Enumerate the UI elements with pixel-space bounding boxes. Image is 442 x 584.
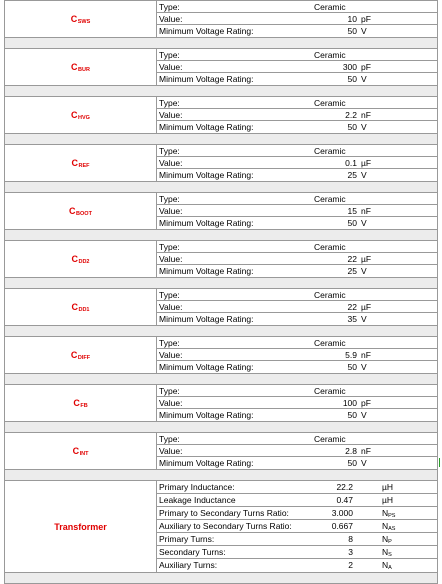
component-label (69, 206, 92, 217)
transformer-row[interactable] (156, 559, 437, 572)
component-label-cell (5, 97, 157, 133)
component-label-subscript: BUR (78, 66, 90, 73)
type-row[interactable] (156, 49, 437, 61)
spec-rows (156, 337, 437, 373)
value-row[interactable] (156, 253, 437, 265)
voltage-number: 35 (347, 314, 357, 324)
voltage-label: Minimum Voltage Rating: (159, 458, 254, 468)
voltage-number: 50 (347, 26, 357, 36)
voltage-label: Minimum Voltage Rating: (159, 218, 254, 228)
value-unit: pF (361, 14, 371, 24)
transformer-row-label: Auxiliary Turns: (159, 560, 218, 570)
separator-row (4, 326, 438, 337)
unit-subscript: A (388, 565, 392, 571)
transformer-row-value: 22.2 (336, 482, 353, 492)
capacitor-block (4, 0, 438, 38)
voltage-label: Minimum Voltage Rating: (159, 122, 254, 132)
voltage-row[interactable] (156, 313, 437, 325)
value-label: Value: (159, 158, 183, 168)
component-label-cell (5, 289, 157, 325)
capacitor-block (4, 193, 438, 230)
value-label: Value: (159, 110, 183, 120)
voltage-unit: V (361, 122, 367, 132)
voltage-unit: V (361, 218, 367, 228)
type-value: Ceramic (314, 434, 346, 444)
voltage-number: 50 (347, 410, 357, 420)
component-label (71, 350, 90, 361)
value-unit: nF (361, 206, 371, 216)
voltage-unit: V (361, 74, 367, 84)
value-row[interactable] (156, 349, 437, 361)
voltage-row[interactable] (156, 409, 437, 421)
spec-rows (156, 385, 437, 421)
value-number: 10 (347, 14, 357, 24)
component-label-base: C (70, 349, 78, 360)
transformer-row-label: Leakage Inductance (159, 495, 236, 505)
value-row[interactable] (156, 397, 437, 409)
voltage-unit: V (361, 26, 367, 36)
value-number: 22 (347, 302, 357, 312)
component-label-cell (5, 385, 157, 421)
component-label-base: C (71, 109, 78, 120)
transformer-row[interactable] (156, 481, 437, 494)
value-unit: nF (361, 350, 371, 360)
capacitor-block (4, 385, 438, 422)
unit-subscript: AS (388, 526, 396, 532)
value-number: 2.2 (345, 110, 357, 120)
value-number: 100 (342, 398, 357, 408)
component-label-cell (5, 145, 157, 181)
value-label: Value: (159, 398, 183, 408)
component-label (73, 446, 89, 457)
unit-base: N (382, 521, 389, 531)
component-label-cell (5, 481, 157, 572)
transformer-row-label: Primary Turns: (159, 534, 215, 544)
type-row[interactable] (156, 433, 437, 445)
component-label (73, 398, 87, 409)
component-label-base: C (71, 61, 78, 72)
transformer-row-label: Secondary Turns: (159, 547, 226, 557)
value-unit: nF (361, 110, 371, 120)
voltage-label: Minimum Voltage Rating: (159, 266, 254, 276)
transformer-row[interactable] (156, 494, 437, 507)
component-label-base: C (71, 157, 78, 168)
capacitor-block (4, 145, 438, 182)
voltage-number: 25 (347, 170, 357, 180)
value-number: 2.8 (345, 446, 357, 456)
component-label (71, 14, 91, 25)
component-label-subscript: INT (79, 450, 89, 457)
component-label-cell (5, 193, 157, 229)
spec-rows (156, 433, 437, 469)
type-label: Type: (159, 242, 180, 252)
spec-rows (156, 241, 437, 277)
type-value: Ceramic (314, 98, 346, 108)
separator-row (4, 374, 438, 385)
unit-subscript: P (388, 539, 392, 545)
type-row[interactable] (156, 337, 437, 349)
value-label: Value: (159, 350, 183, 360)
voltage-label: Minimum Voltage Rating: (159, 170, 254, 180)
voltage-number: 50 (347, 362, 357, 372)
component-label-subscript: FB (80, 402, 88, 409)
type-label: Type: (159, 50, 180, 60)
transformer-row-value: 2 (348, 560, 353, 570)
type-value: Ceramic (314, 50, 346, 60)
voltage-row[interactable] (156, 121, 437, 133)
type-value: Ceramic (314, 146, 346, 156)
voltage-number: 50 (347, 122, 357, 132)
type-value: Ceramic (314, 386, 346, 396)
unit-subscript: S (388, 552, 392, 558)
voltage-unit: V (361, 170, 367, 180)
value-unit: pF (361, 62, 371, 72)
type-row[interactable] (156, 289, 437, 301)
type-label: Type: (159, 146, 180, 156)
transformer-row[interactable] (156, 533, 437, 546)
capacitor-block (4, 289, 438, 326)
value-row[interactable] (156, 157, 437, 169)
type-label: Type: (159, 290, 180, 300)
component-label-subscript: SWS (77, 18, 91, 25)
voltage-row[interactable] (156, 217, 437, 229)
spec-rows (156, 289, 437, 325)
capacitor-block (4, 97, 438, 134)
voltage-unit: V (361, 458, 367, 468)
value-row[interactable] (156, 445, 437, 457)
separator-row (4, 38, 438, 49)
voltage-label: Minimum Voltage Rating: (159, 26, 254, 36)
value-row[interactable] (156, 109, 437, 121)
value-label: Value: (159, 254, 183, 264)
capacitor-block (4, 337, 438, 374)
component-label-cell (5, 337, 157, 373)
type-row[interactable] (156, 193, 437, 205)
unit-base: µH (382, 482, 394, 492)
transformer-row-value: 3 (348, 547, 353, 557)
voltage-label: Minimum Voltage Rating: (159, 314, 254, 324)
value-label: Value: (159, 446, 183, 456)
voltage-number: 50 (347, 74, 357, 84)
component-label-base: C (72, 445, 80, 456)
transformer-row-label: Primary to Secondary Turns Ratio: (159, 508, 289, 518)
component-label-subscript: HVG (78, 114, 90, 121)
value-unit: pF (361, 398, 371, 408)
transformer-label: Transformer (54, 521, 107, 532)
type-value: Ceramic (314, 242, 346, 252)
value-row[interactable] (156, 205, 437, 217)
spec-rows (156, 49, 437, 85)
type-value: Ceramic (314, 2, 346, 12)
separator-row (4, 134, 438, 145)
voltage-unit: V (361, 410, 367, 420)
type-row[interactable] (156, 1, 437, 13)
transformer-row[interactable] (156, 520, 437, 533)
separator-row (4, 573, 438, 584)
voltage-unit: V (361, 362, 367, 372)
component-label-cell (5, 433, 157, 469)
value-label: Value: (159, 302, 183, 312)
unit-base: µH (382, 495, 394, 505)
separator-row (4, 86, 438, 97)
type-label: Type: (159, 434, 180, 444)
separator-row (4, 278, 438, 289)
component-label-base: C (69, 205, 76, 216)
component-label (72, 158, 90, 169)
component-label-subscript: REF (78, 162, 90, 169)
transformer-row-label: Auxiliary to Secondary Turns Ratio: (159, 521, 292, 531)
spec-rows (156, 97, 437, 133)
voltage-label: Minimum Voltage Rating: (159, 410, 254, 420)
component-label-subscript: DD1 (78, 306, 90, 313)
cell-cursor-mark (439, 458, 440, 467)
component-label (71, 302, 89, 313)
component-label (71, 62, 90, 73)
capacitor-block (4, 241, 438, 278)
voltage-row[interactable] (156, 265, 437, 277)
value-unit: µF (361, 302, 372, 312)
value-row[interactable] (156, 301, 437, 313)
type-value: Ceramic (314, 338, 346, 348)
spec-rows (156, 145, 437, 181)
transformer-row-value: 0.47 (336, 495, 353, 505)
unit-base: N (382, 508, 389, 518)
transformer-row[interactable] (156, 507, 437, 520)
transformer-row-value: 8 (348, 534, 353, 544)
transformer-row-value: 3.000 (331, 508, 353, 518)
value-label: Value: (159, 62, 183, 72)
type-label: Type: (159, 338, 180, 348)
value-number: 22 (347, 254, 357, 264)
transformer-row[interactable] (156, 546, 437, 559)
component-label-base: C (71, 301, 78, 312)
transformer-row-unit (382, 559, 392, 575)
capacitor-block (4, 49, 438, 86)
separator-row (4, 182, 438, 193)
value-label: Value: (159, 206, 183, 216)
separator-row (4, 470, 438, 481)
unit-base: N (382, 547, 389, 557)
type-label: Type: (159, 386, 180, 396)
voltage-number: 50 (347, 458, 357, 468)
spec-rows (156, 193, 437, 229)
voltage-row[interactable] (156, 25, 437, 37)
value-row[interactable] (156, 61, 437, 73)
transformer-block (4, 481, 438, 573)
type-row[interactable] (156, 145, 437, 157)
value-unit: µF (361, 158, 372, 168)
value-row[interactable] (156, 13, 437, 25)
value-number: 300 (342, 62, 357, 72)
voltage-row[interactable] (156, 169, 437, 181)
component-label-base: C (70, 13, 78, 24)
capacitor-block (4, 433, 438, 470)
value-unit: nF (361, 446, 371, 456)
component-label (71, 110, 90, 121)
unit-base: N (382, 534, 389, 544)
value-number: 0.1 (345, 158, 357, 168)
separator-row (4, 422, 438, 433)
voltage-number: 50 (347, 218, 357, 228)
voltage-label: Minimum Voltage Rating: (159, 74, 254, 84)
transformer-rows (156, 481, 437, 572)
unit-base: N (382, 560, 389, 570)
component-label-cell (5, 1, 157, 37)
voltage-number: 25 (347, 266, 357, 276)
type-row[interactable] (156, 97, 437, 109)
component-spec-sheet (4, 0, 438, 584)
value-number: 5.9 (345, 350, 357, 360)
unit-subscript: PS (388, 513, 396, 519)
component-label (71, 254, 89, 265)
value-number: 15 (347, 206, 357, 216)
voltage-row[interactable] (156, 73, 437, 85)
component-label-base: C (73, 397, 80, 408)
separator-row (4, 230, 438, 241)
component-label-subscript: DIFF (77, 354, 91, 361)
type-row[interactable] (156, 241, 437, 253)
voltage-row[interactable] (156, 457, 437, 469)
type-value: Ceramic (314, 290, 346, 300)
component-label-cell (5, 241, 157, 277)
type-label: Type: (159, 194, 180, 204)
component-label-subscript: BOOT (76, 210, 92, 217)
component-label-cell (5, 49, 157, 85)
type-row[interactable] (156, 385, 437, 397)
transformer-row-value: 0.667 (331, 521, 353, 531)
value-unit: µF (361, 254, 372, 264)
spec-rows (156, 1, 437, 37)
voltage-unit: V (361, 314, 367, 324)
voltage-row[interactable] (156, 361, 437, 373)
type-value: Ceramic (314, 194, 346, 204)
type-label: Type: (159, 2, 180, 12)
voltage-label: Minimum Voltage Rating: (159, 362, 254, 372)
component-label-subscript: DD2 (78, 258, 90, 265)
type-label: Type: (159, 98, 180, 108)
component-label-base: C (71, 253, 78, 264)
value-label: Value: (159, 14, 183, 24)
voltage-unit: V (361, 266, 367, 276)
transformer-row-label: Primary Inductance: (159, 482, 235, 492)
